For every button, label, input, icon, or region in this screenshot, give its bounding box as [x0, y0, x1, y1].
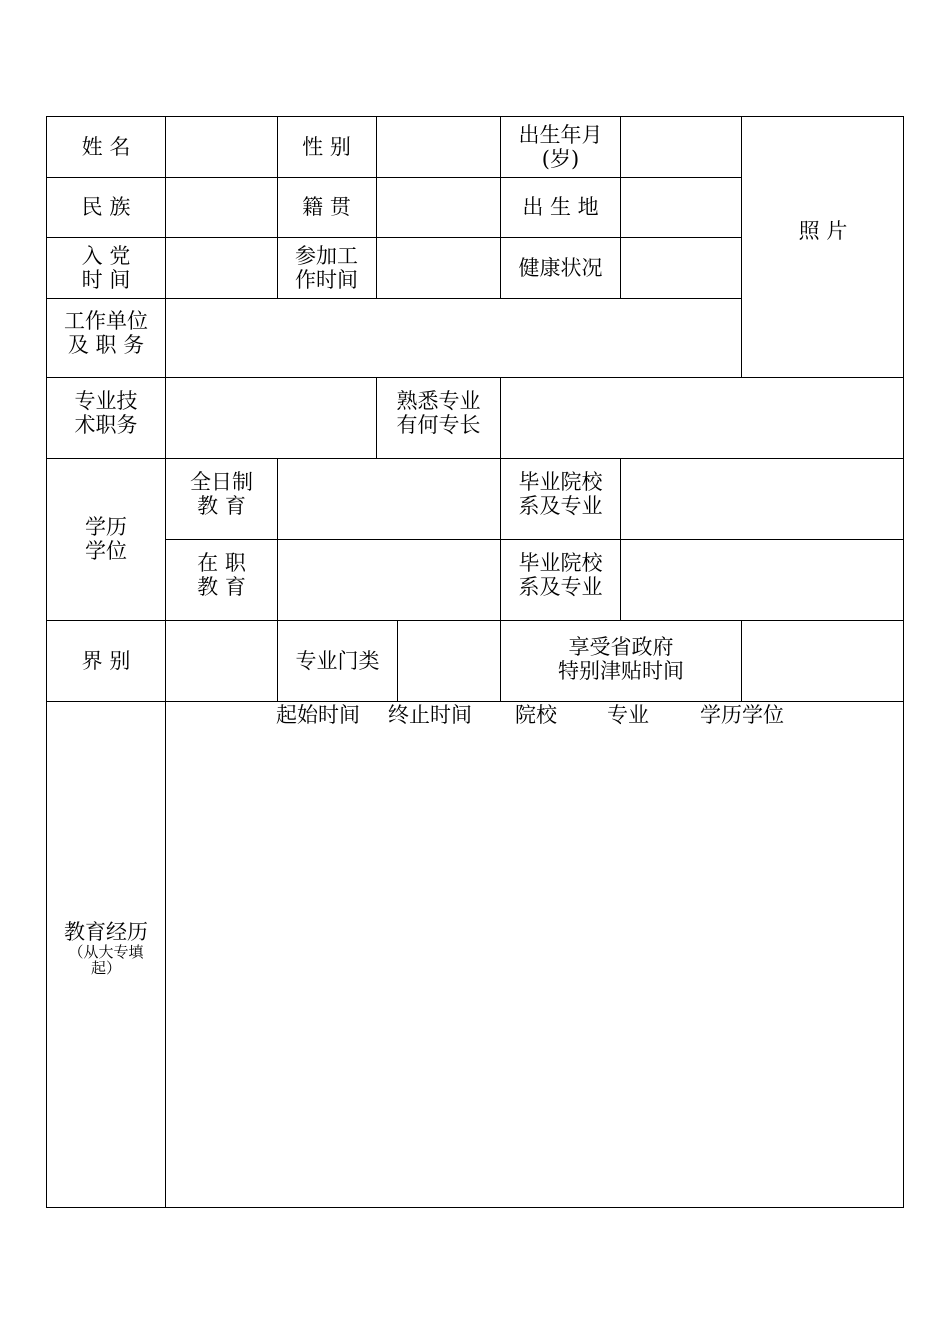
work-start-field[interactable]	[377, 237, 500, 298]
degree-label: 学历 学位	[85, 515, 127, 563]
column-degree: 学历学位	[700, 703, 784, 727]
ethnic-field[interactable]	[166, 177, 277, 237]
in-service-edu-label: 在 职 教 育	[197, 550, 246, 599]
grad-school-field-2[interactable]	[621, 539, 904, 620]
sector-field[interactable]	[166, 620, 277, 701]
column-school: 院校	[515, 703, 557, 727]
category-label: 专业门类	[295, 648, 380, 673]
grad-school-field-1[interactable]	[621, 458, 904, 539]
work-unit-label: 工作单位 及 职 务	[64, 308, 148, 357]
grad-school-label-2: 毕业院校 系及专业	[518, 550, 603, 599]
birth-label: 出生年月 (岁)	[518, 122, 603, 171]
birthplace-field[interactable]	[621, 177, 741, 237]
native-label: 籍 贯	[302, 195, 351, 219]
grad-school-label-1: 毕业院校 系及专业	[518, 469, 603, 518]
tech-post-label: 专业技 术职务	[74, 388, 138, 437]
gender-field[interactable]	[377, 116, 500, 177]
birth-field[interactable]	[621, 116, 741, 177]
ethnic-label: 民 族	[81, 195, 131, 219]
registration-form-table	[46, 116, 904, 1208]
native-field[interactable]	[377, 177, 500, 237]
tech-post-field[interactable]	[166, 377, 376, 458]
birthplace-label: 出 生 地	[522, 195, 599, 219]
photo-box[interactable]: 照 片	[798, 218, 848, 243]
specialty-label: 熟悉专业 有何专长	[396, 388, 481, 437]
full-time-edu-field[interactable]	[278, 458, 500, 539]
health-field[interactable]	[621, 237, 741, 298]
specialty-field[interactable]	[501, 377, 904, 458]
name-label: 姓 名	[81, 134, 131, 159]
column-start-time: 起始时间	[276, 703, 360, 727]
grid-line	[46, 1207, 904, 1208]
health-label: 健康状况	[518, 255, 603, 280]
gender-label: 性 别	[302, 134, 351, 159]
allowance-field[interactable]	[742, 620, 904, 701]
name-field[interactable]	[166, 116, 277, 177]
allowance-label: 享受省政府 特别津贴时间	[558, 634, 684, 683]
work-start-label: 参加工 作时间	[295, 243, 358, 292]
education-history-field[interactable]	[166, 701, 904, 1207]
sector-label: 界 别	[81, 648, 131, 673]
party-date-field[interactable]	[166, 237, 277, 298]
education-history-columns	[166, 702, 904, 728]
column-end-time: 终止时间	[388, 703, 472, 727]
work-unit-field[interactable]	[166, 298, 741, 377]
party-date-label: 入 党 时 间	[81, 243, 131, 292]
column-major: 专业	[607, 703, 649, 727]
category-field[interactable]	[398, 620, 500, 701]
education-history-label: 教育经历 （从大专填 起）	[64, 920, 148, 977]
in-service-edu-field[interactable]	[278, 539, 500, 620]
full-time-edu-label: 全日制 教 育	[190, 469, 253, 518]
